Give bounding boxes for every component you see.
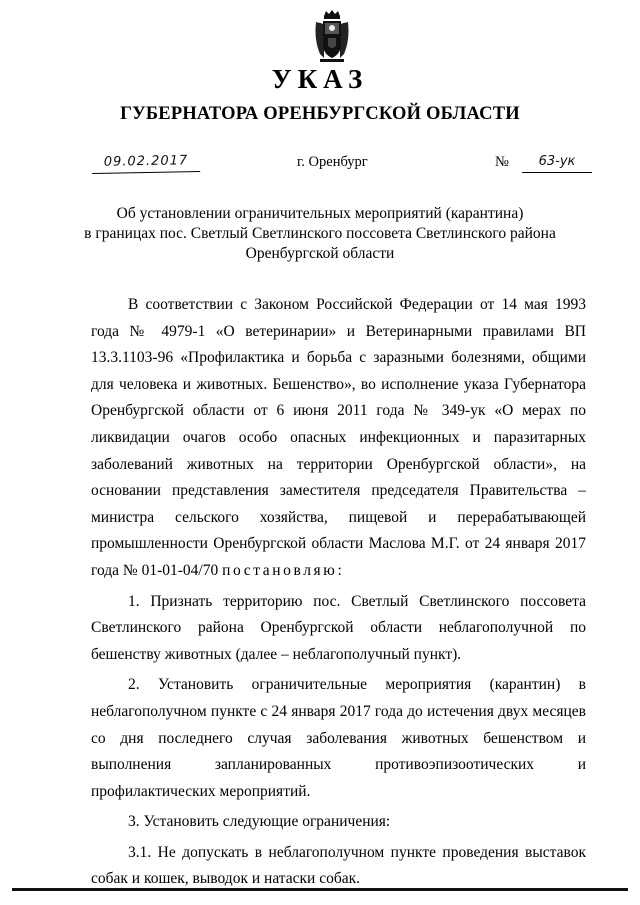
item-paragraph: 2. Установить ограничительные мероприятия (карантин) в неблагополучном пункте с 24 января 2017 года до истечения двух месяцев со дня последнего случая заболевания животных бешенством и выполнения запланированных противоэпизоотических и профилактических мероприятий. — [91, 676, 586, 800]
document-subtitle: ГУБЕРНАТОРА ОРЕНБУРГСКОЙ ОБЛАСТИ — [120, 104, 520, 124]
heading-line: в границах пос. Светлый Светлинского поссовета Светлинского района — [84, 225, 556, 242]
document-heading — [60, 204, 580, 264]
bottom-rule — [12, 888, 628, 891]
document-number-label: № — [495, 154, 509, 170]
document-number: 63-ук — [522, 152, 592, 173]
document-body — [91, 292, 586, 893]
orenburg-coat-of-arms-icon — [312, 10, 352, 64]
heading-line: Об установлении ограничительных мероприятий (карантина) — [116, 205, 524, 222]
item-paragraph: 3. Установить следующие ограничения: — [128, 813, 391, 831]
document-city: г. Оренбург — [297, 154, 368, 170]
decree-word: постановляю: — [222, 561, 345, 579]
document-title: УКАЗ — [271, 64, 369, 94]
item-paragraph: 3.1. Не допускать в неблагополучном пункте проведения выставок собак и кошек, выводок и натаски собак. — [91, 843, 586, 888]
preamble-paragraph — [91, 292, 586, 585]
document-date: 09.02.2017 — [92, 151, 200, 174]
document-meta — [92, 152, 592, 174]
preamble-text: В соответствии с Законом Российской Федерации от 14 мая 1993 года № 4979-1 «О ветеринарии» и Ветеринарными правилами ВП 13.3.1103-96 «Профилактика и борьба с заразными болезнями, общими для человека и животных. Бешенство», во исполнение указа Губернатора Оренбургской области от 6 июня 2011 года № 349-ук «О мерах по ликвидации очагов особо опасных инфекционных и паразитарных заболеваний животных на территории Оренбургской области», на основании представления заместителя председателя Правительства – министра сельского хозяйства, пищевой и перерабатывающей промышленности Оренбургской области Маслова М.Г. от 24 января 2017 года № 01-01-04/70 — [91, 296, 586, 579]
heading-line: Оренбургской области — [245, 245, 395, 262]
item-paragraph: 1. Признать территорию пос. Светлый Светлинского поссовета Светлинского района Оренбургской области неблагополучной по бешенству животных (далее – неблагополучный пункт). — [91, 592, 586, 663]
